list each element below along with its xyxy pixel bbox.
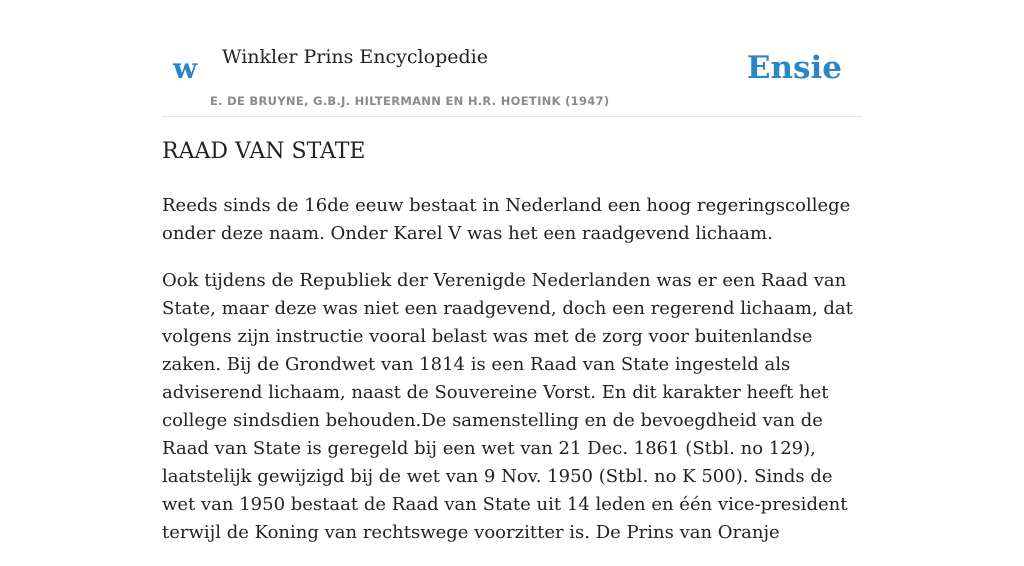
article-title: RAAD VAN STATE — [162, 139, 366, 164]
ensie-logo[interactable]: Ensie — [746, 50, 842, 86]
winkler-prins-logo[interactable]: w — [173, 52, 198, 85]
article-paragraph: Reeds sinds de 16de eeuw bestaat in Nederland een hoog regeringscollege onder deze naam. Onder Karel V was het een raadgevend lichaam. — [162, 195, 851, 244]
article-body — [162, 192, 862, 566]
encyclopedia-header — [162, 38, 862, 117]
article-paragraph: Ook tijdens de Republiek der Verenigde Nederlanden was er een Raad van State, maar deze was niet een raadgevend, doch een regerend lichaam, dat volgens zijn instructie vooral belast was met de zorg voor buitenlandse zaken. Bij de Grondwet van 1814 is een Raad van State ingesteld als adviserend lichaam, naast de Souvereine Vorst. En dit karakter heeft het college sindsdien behouden.De samenstelling en de bevoegdheid van de Raad van State is geregeld bij een wet van 21 Dec. 1861 (Stbl. no 129), laatstelijk gewijzigd bij de wet van 9 Nov. 1950 (Stbl. no K 500). Sinds de wet van 1950 bestaat de Raad van State uit 14 leden en één vice-president terwijl de Koning van rechtswege voorzitter is. De Prins van Oranje — [162, 270, 853, 543]
publication-title[interactable]: Winkler Prins Encyclopedie — [222, 46, 488, 68]
authors-line: E. DE BRUYNE, G.B.J. HILTERMANN EN H.R. HOETINK (1947) — [210, 94, 610, 108]
